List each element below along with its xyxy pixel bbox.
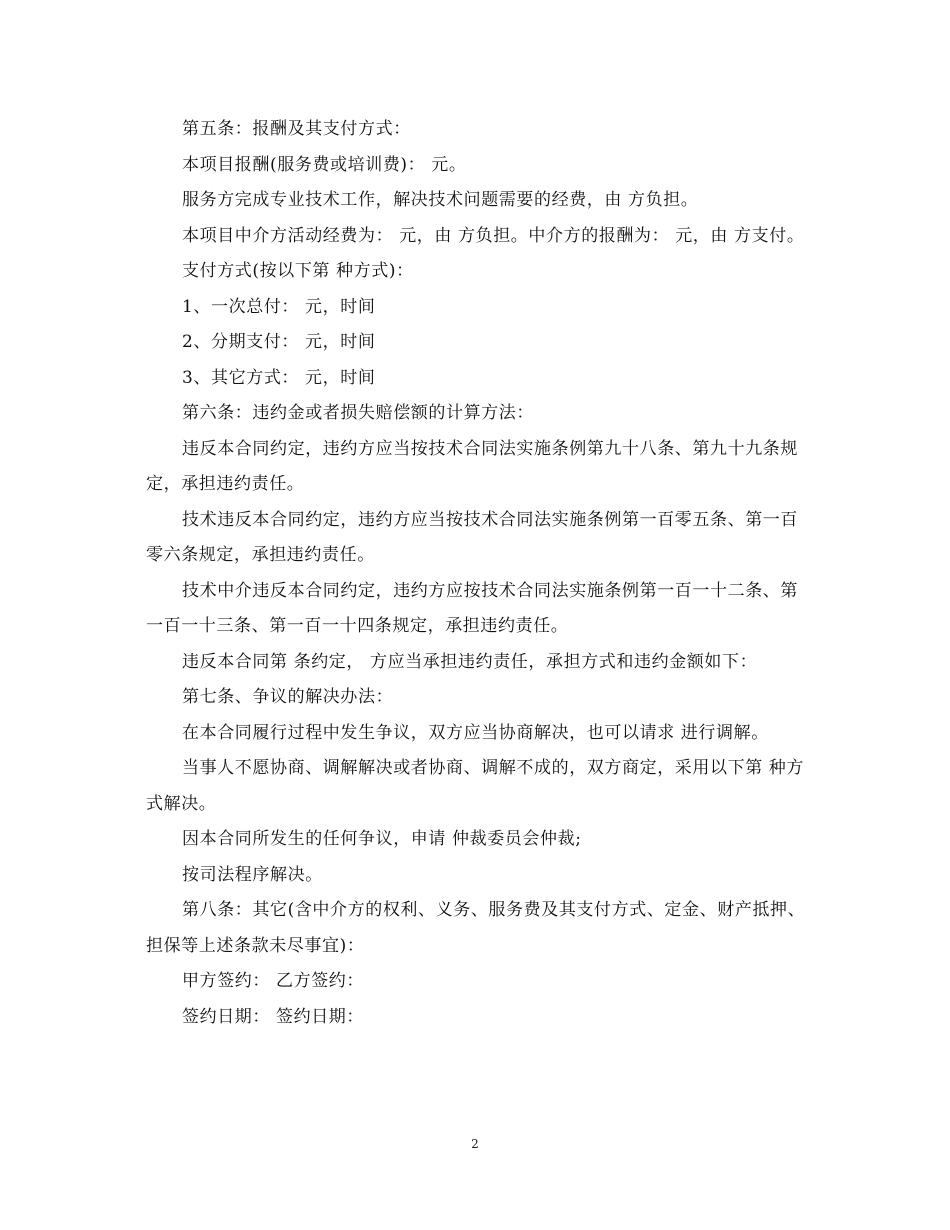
paragraph-article-7-heading: 第七条、争议的解决办法： [182,687,394,707]
paragraph-payment-option-2: 2、分期支付： 元，时间 [182,332,376,352]
paragraph-dispute-negotiation: 在本合同履行过程中发生争议，双方应当协商解决，也可以请求 进行调解。 [182,722,769,743]
paragraph-article-5-heading: 第五条：报酬及其支付方式： [182,119,411,139]
paragraph-article-8-heading: 第八条：其它(含中介方的权利、义务、服务费及其支付方式、定金、财产抵押、担保等上述条款未尽事宜)： [146,900,806,956]
paragraph-breach-specific: 违反本合同第 条约定， 方应当承担违约责任，承担方式和违约金额如下： [182,651,758,672]
paragraph-breach-intermediary: 技术中介违反本合同约定，违约方应按技术合同法实施条例第一百一十二条、第一百一十三条、第一百一十四条规定，承担违约责任。 [146,580,798,636]
paragraph-breach-general: 违反本合同约定，违约方应当按技术合同法实施条例第九十八条、第九十九条规定，承担违约责任。 [146,438,798,494]
document-body [146,112,806,1035]
paragraph-signatures: 甲方签约： 乙方签约： [182,971,365,991]
paragraph-payment-option-1: 1、一次总付： 元，时间 [182,296,376,317]
paragraph-dispute-judicial: 按司法程序解决。 [182,864,323,885]
paragraph-dispute-arbitration: 因本合同所发生的任何争议，申请 仲裁委员会仲裁; [182,829,582,849]
paragraph-project-fee: 本项目报酬(服务费或培训费)： 元。 [182,154,467,175]
paragraph-payment-method: 支付方式(按以下第 种方式)： [182,261,414,281]
paragraph-payment-option-3: 3、其它方式： 元，时间 [182,367,376,388]
page-number: 2 [471,1137,479,1151]
paragraph-service-expense: 服务方完成专业技术工作，解决技术问题需要的经费，由 方负担。 [182,190,699,210]
paragraph-dispute-options: 当事人不愿协商、调解解决或者协商、调解不成的，双方商定，采用以下第 种方式解决。 [146,758,805,814]
paragraph-breach-technical: 技术违反本合同约定，违约方应当按技术合同法实施条例第一百零五条、第一百零六条规定，承担违约责任。 [146,509,798,565]
paragraph-sign-dates: 签约日期： 签约日期： [182,1006,365,1027]
paragraph-intermediary-fee: 本项目中介方活动经费为： 元，由 方负担。中介方的报酬为： 元，由 方支付。 [182,225,805,246]
paragraph-article-6-heading: 第六条：违约金或者损失赔偿额的计算方法： [182,403,534,423]
